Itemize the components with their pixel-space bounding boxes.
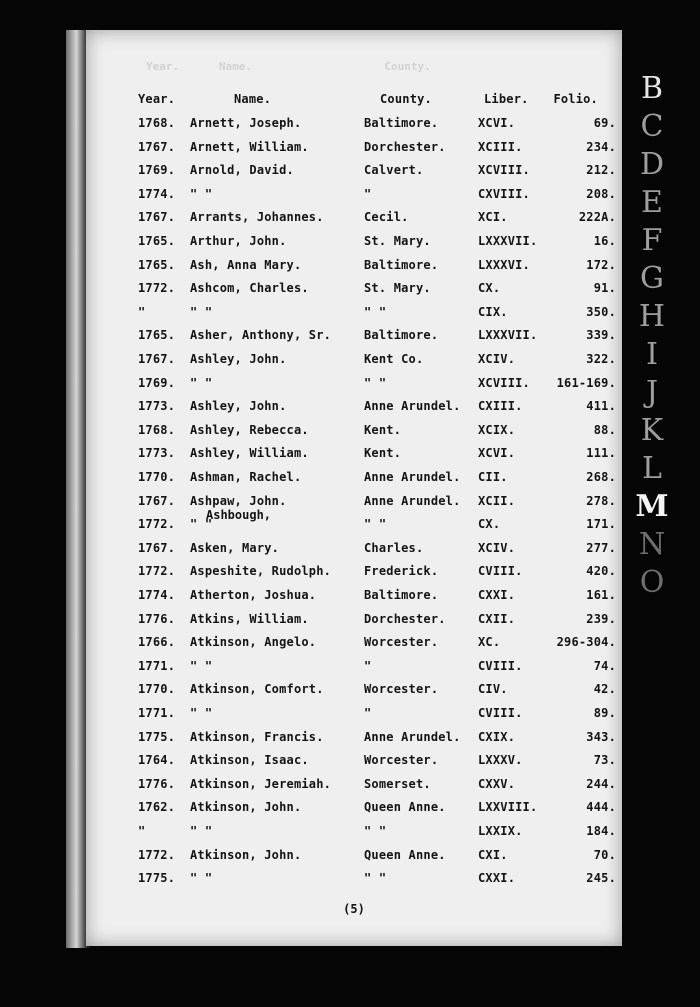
row-liber: CX. bbox=[478, 281, 501, 295]
row-county: " " bbox=[364, 517, 387, 531]
row-year: 1767. bbox=[138, 210, 176, 224]
row-county: " " bbox=[364, 824, 387, 838]
row-folio: 88. bbox=[593, 423, 616, 437]
row-county: Worcester. bbox=[364, 753, 439, 767]
index-tab-f: F bbox=[641, 223, 663, 258]
row-folio: 171. bbox=[586, 517, 616, 531]
row-name: Atkinson, Jeremiah. bbox=[190, 777, 332, 791]
row-year: 1772. bbox=[138, 281, 176, 295]
table-row bbox=[86, 824, 622, 842]
row-year: 1768. bbox=[138, 423, 176, 437]
row-county: Anne Arundel. bbox=[364, 730, 461, 744]
row-year: 1767. bbox=[138, 494, 176, 508]
table-row bbox=[86, 494, 622, 512]
row-year: 1765. bbox=[138, 234, 176, 248]
row-year: 1764. bbox=[138, 753, 176, 767]
row-name: Arthur, John. bbox=[190, 234, 287, 248]
index-tab-n: N bbox=[638, 527, 666, 562]
header-folio: Folio. bbox=[553, 92, 598, 106]
table-row bbox=[86, 470, 622, 488]
row-year: 1776. bbox=[138, 612, 176, 626]
row-liber: CIX. bbox=[478, 305, 508, 319]
row-name: Arrants, Johannes. bbox=[190, 210, 324, 224]
table-row bbox=[86, 187, 622, 205]
row-folio: 73. bbox=[593, 753, 616, 767]
row-name: Ashley, John. bbox=[190, 352, 287, 366]
row-year: 1769. bbox=[138, 376, 176, 390]
row-liber: CXVIII. bbox=[478, 187, 530, 201]
row-name: Ash, Anna Mary. bbox=[190, 258, 302, 272]
table-row bbox=[86, 140, 622, 158]
index-tab-g: G bbox=[640, 261, 664, 296]
header-county: County. bbox=[380, 92, 432, 106]
row-folio: 70. bbox=[593, 848, 616, 862]
row-folio: 111. bbox=[586, 446, 616, 460]
row-liber: LXXXVI. bbox=[478, 258, 530, 272]
row-county: Calvert. bbox=[364, 163, 424, 177]
table-row bbox=[86, 234, 622, 252]
row-folio: 244. bbox=[586, 777, 616, 791]
table-row bbox=[86, 588, 622, 606]
row-county: Dorchester. bbox=[364, 612, 446, 626]
row-name: Ashley, Rebecca. bbox=[190, 423, 309, 437]
row-liber: XC. bbox=[478, 635, 501, 649]
table-row bbox=[86, 800, 622, 818]
table-row bbox=[86, 753, 622, 771]
row-name: " " bbox=[190, 187, 213, 201]
table-row bbox=[86, 210, 622, 228]
table-row bbox=[86, 446, 622, 464]
row-liber: XCVI. bbox=[478, 116, 516, 130]
table-row bbox=[86, 612, 622, 630]
row-folio: 343. bbox=[586, 730, 616, 744]
table-row bbox=[86, 352, 622, 370]
page-number: (5) bbox=[343, 902, 365, 916]
table-row bbox=[86, 163, 622, 181]
table-row bbox=[86, 423, 622, 441]
row-year: 1773. bbox=[138, 446, 176, 460]
row-county: Charles. bbox=[364, 541, 424, 555]
row-county: Anne Arundel. bbox=[364, 470, 461, 484]
row-county: Baltimore. bbox=[364, 588, 439, 602]
row-county: Anne Arundel. bbox=[364, 399, 461, 413]
row-liber: LXXIX. bbox=[478, 824, 523, 838]
row-liber: CXXV. bbox=[478, 777, 516, 791]
row-liber: CXII. bbox=[478, 612, 516, 626]
row-name: " " bbox=[190, 706, 213, 720]
table-row bbox=[86, 376, 622, 394]
row-liber: CVIII. bbox=[478, 659, 523, 673]
row-name: Arnett, William. bbox=[190, 140, 309, 154]
row-folio: 161-169. bbox=[556, 376, 616, 390]
row-name: Atkinson, Francis. bbox=[190, 730, 324, 744]
row-folio: 74. bbox=[593, 659, 616, 673]
row-name: Ashley, William. bbox=[190, 446, 309, 460]
row-liber: CX. bbox=[478, 517, 501, 531]
row-year: 1773. bbox=[138, 399, 176, 413]
table-row bbox=[86, 730, 622, 748]
row-year: " bbox=[138, 305, 146, 319]
ledger-page bbox=[86, 30, 622, 946]
row-year: 1774. bbox=[138, 187, 176, 201]
row-folio: 296-304. bbox=[556, 635, 616, 649]
table-row bbox=[86, 258, 622, 276]
row-year: 1774. bbox=[138, 588, 176, 602]
index-tab-b: B bbox=[640, 71, 664, 106]
index-tab-h: H bbox=[638, 299, 666, 334]
row-name: " " bbox=[190, 824, 213, 838]
row-liber: CXXI. bbox=[478, 871, 516, 885]
row-liber: LXXXVII. bbox=[478, 328, 538, 342]
table-row bbox=[86, 659, 622, 677]
index-tab-k: K bbox=[640, 413, 664, 448]
row-liber: XCIX. bbox=[478, 423, 516, 437]
row-folio: 222A. bbox=[578, 210, 616, 224]
row-name: Atkinson, John. bbox=[190, 800, 302, 814]
row-county: " bbox=[364, 187, 372, 201]
header-liber: Liber. bbox=[484, 92, 529, 106]
table-row bbox=[86, 399, 622, 417]
row-liber: XCI. bbox=[478, 210, 508, 224]
row-liber: CVIII. bbox=[478, 706, 523, 720]
table-header bbox=[86, 92, 622, 110]
row-name: Ashcom, Charles. bbox=[190, 281, 309, 295]
row-county: St. Mary. bbox=[364, 234, 431, 248]
row-liber: XCVIII. bbox=[478, 376, 530, 390]
row-year: 1767. bbox=[138, 352, 176, 366]
table-row bbox=[86, 871, 622, 889]
row-liber: LXXXVII. bbox=[478, 234, 538, 248]
row-year: 1775. bbox=[138, 871, 176, 885]
row-liber: XCIV. bbox=[478, 352, 516, 366]
row-name: Atkinson, Comfort. bbox=[190, 682, 324, 696]
row-liber: CII. bbox=[478, 470, 508, 484]
table-row bbox=[86, 116, 622, 134]
row-liber: XCVI. bbox=[478, 446, 516, 460]
row-county: " " bbox=[364, 305, 387, 319]
row-year: 1775. bbox=[138, 730, 176, 744]
index-tab-m: M bbox=[635, 489, 669, 524]
row-folio: 239. bbox=[586, 612, 616, 626]
row-county: Cecil. bbox=[364, 210, 409, 224]
row-year: 1768. bbox=[138, 116, 176, 130]
index-tab-l: L bbox=[642, 451, 662, 486]
row-year: " bbox=[138, 824, 146, 838]
table-row bbox=[86, 635, 622, 653]
row-year: 1776. bbox=[138, 777, 176, 791]
row-county: " " bbox=[364, 376, 387, 390]
row-folio: 91. bbox=[593, 281, 616, 295]
row-folio: 161. bbox=[586, 588, 616, 602]
row-liber: CVIII. bbox=[478, 564, 523, 578]
row-folio: 350. bbox=[586, 305, 616, 319]
row-liber: CXIII. bbox=[478, 399, 523, 413]
row-liber: CXI. bbox=[478, 848, 508, 862]
row-liber: CXXI. bbox=[478, 588, 516, 602]
row-liber: CIV. bbox=[478, 682, 508, 696]
table-row bbox=[86, 682, 622, 700]
row-county: Kent Co. bbox=[364, 352, 424, 366]
row-county: Kent. bbox=[364, 446, 402, 460]
row-folio: 278. bbox=[586, 494, 616, 508]
row-liber: XCIV. bbox=[478, 541, 516, 555]
row-folio: 420. bbox=[586, 564, 616, 578]
row-folio: 89. bbox=[593, 706, 616, 720]
row-year: 1766. bbox=[138, 635, 176, 649]
row-year: 1771. bbox=[138, 659, 176, 673]
row-name: Atkins, William. bbox=[190, 612, 309, 626]
row-liber: XCII. bbox=[478, 494, 516, 508]
row-folio: 268. bbox=[586, 470, 616, 484]
row-folio: 208. bbox=[586, 187, 616, 201]
row-county: Queen Anne. bbox=[364, 800, 446, 814]
row-name: Asher, Anthony, Sr. bbox=[190, 328, 332, 342]
row-county: Worcester. bbox=[364, 682, 439, 696]
row-folio: 212. bbox=[586, 163, 616, 177]
table-row bbox=[86, 706, 622, 724]
table-row bbox=[86, 281, 622, 299]
index-tab-c: C bbox=[640, 109, 664, 144]
row-folio: 411. bbox=[586, 399, 616, 413]
row-folio: 172. bbox=[586, 258, 616, 272]
row-folio: 277. bbox=[586, 541, 616, 555]
row-county: Kent. bbox=[364, 423, 402, 437]
row-year: 1767. bbox=[138, 541, 176, 555]
row-year: 1765. bbox=[138, 328, 176, 342]
table-row bbox=[86, 541, 622, 559]
row-county: Dorchester. bbox=[364, 140, 446, 154]
row-folio: 16. bbox=[593, 234, 616, 248]
row-county: Frederick. bbox=[364, 564, 439, 578]
row-year: 1772. bbox=[138, 517, 176, 531]
row-name: Aspeshite, Rudolph. bbox=[190, 564, 332, 578]
row-liber: CXIX. bbox=[478, 730, 516, 744]
row-year: 1762. bbox=[138, 800, 176, 814]
row-name: Arnold, David. bbox=[190, 163, 294, 177]
row-county: Queen Anne. bbox=[364, 848, 446, 862]
index-tab-e: E bbox=[641, 185, 663, 220]
row-year: 1772. bbox=[138, 564, 176, 578]
row-liber: LXXVIII. bbox=[478, 800, 538, 814]
row-name: " " bbox=[190, 517, 213, 531]
name-note-ashbough: Ashbough, bbox=[206, 508, 272, 522]
row-liber: LXXXV. bbox=[478, 753, 523, 767]
table-row bbox=[86, 328, 622, 346]
row-name: Atkinson, Angelo. bbox=[190, 635, 317, 649]
row-county: Baltimore. bbox=[364, 328, 439, 342]
row-name: Atkinson, Isaac. bbox=[190, 753, 309, 767]
index-tab-i: I bbox=[646, 337, 658, 372]
row-liber: XCVIII. bbox=[478, 163, 530, 177]
index-tab-d: D bbox=[639, 147, 665, 182]
row-folio: 69. bbox=[593, 116, 616, 130]
row-name: " " bbox=[190, 305, 213, 319]
table-row bbox=[86, 564, 622, 582]
row-county: " bbox=[364, 706, 372, 720]
row-folio: 322. bbox=[586, 352, 616, 366]
index-tab-o: O bbox=[639, 565, 665, 600]
row-name: Atkinson, John. bbox=[190, 848, 302, 862]
row-county: " bbox=[364, 659, 372, 673]
row-name: Ashman, Rachel. bbox=[190, 470, 302, 484]
table-row bbox=[86, 777, 622, 795]
bleed-through-text: Year. Name. County. bbox=[146, 60, 431, 73]
row-name: Ashpaw, John. bbox=[190, 494, 287, 508]
row-county: Worcester. bbox=[364, 635, 439, 649]
row-county: Baltimore. bbox=[364, 116, 439, 130]
row-year: 1772. bbox=[138, 848, 176, 862]
header-name: Name. bbox=[234, 92, 272, 106]
row-name: " " bbox=[190, 871, 213, 885]
table-row bbox=[86, 517, 622, 535]
row-liber: XCIII. bbox=[478, 140, 523, 154]
row-county: Anne Arundel. bbox=[364, 494, 461, 508]
row-year: 1765. bbox=[138, 258, 176, 272]
row-name: Ashley, John. bbox=[190, 399, 287, 413]
row-name: Asken, Mary. bbox=[190, 541, 280, 555]
row-county: Somerset. bbox=[364, 777, 431, 791]
row-year: 1770. bbox=[138, 470, 176, 484]
row-folio: 234. bbox=[586, 140, 616, 154]
row-folio: 245. bbox=[586, 871, 616, 885]
row-folio: 184. bbox=[586, 824, 616, 838]
row-folio: 339. bbox=[586, 328, 616, 342]
index-tabs bbox=[628, 70, 676, 610]
row-county: St. Mary. bbox=[364, 281, 431, 295]
row-name: Arnett, Joseph. bbox=[190, 116, 302, 130]
row-year: 1767. bbox=[138, 140, 176, 154]
row-folio: 444. bbox=[586, 800, 616, 814]
row-folio: 42. bbox=[593, 682, 616, 696]
index-tab-j: J bbox=[645, 375, 659, 410]
table-row bbox=[86, 848, 622, 866]
row-county: Baltimore. bbox=[364, 258, 439, 272]
table-row bbox=[86, 305, 622, 323]
row-name: Atherton, Joshua. bbox=[190, 588, 317, 602]
row-county: " " bbox=[364, 871, 387, 885]
row-year: 1769. bbox=[138, 163, 176, 177]
row-year: 1771. bbox=[138, 706, 176, 720]
row-name: " " bbox=[190, 376, 213, 390]
row-name: " " bbox=[190, 659, 213, 673]
header-year: Year. bbox=[138, 92, 176, 106]
row-year: 1770. bbox=[138, 682, 176, 696]
